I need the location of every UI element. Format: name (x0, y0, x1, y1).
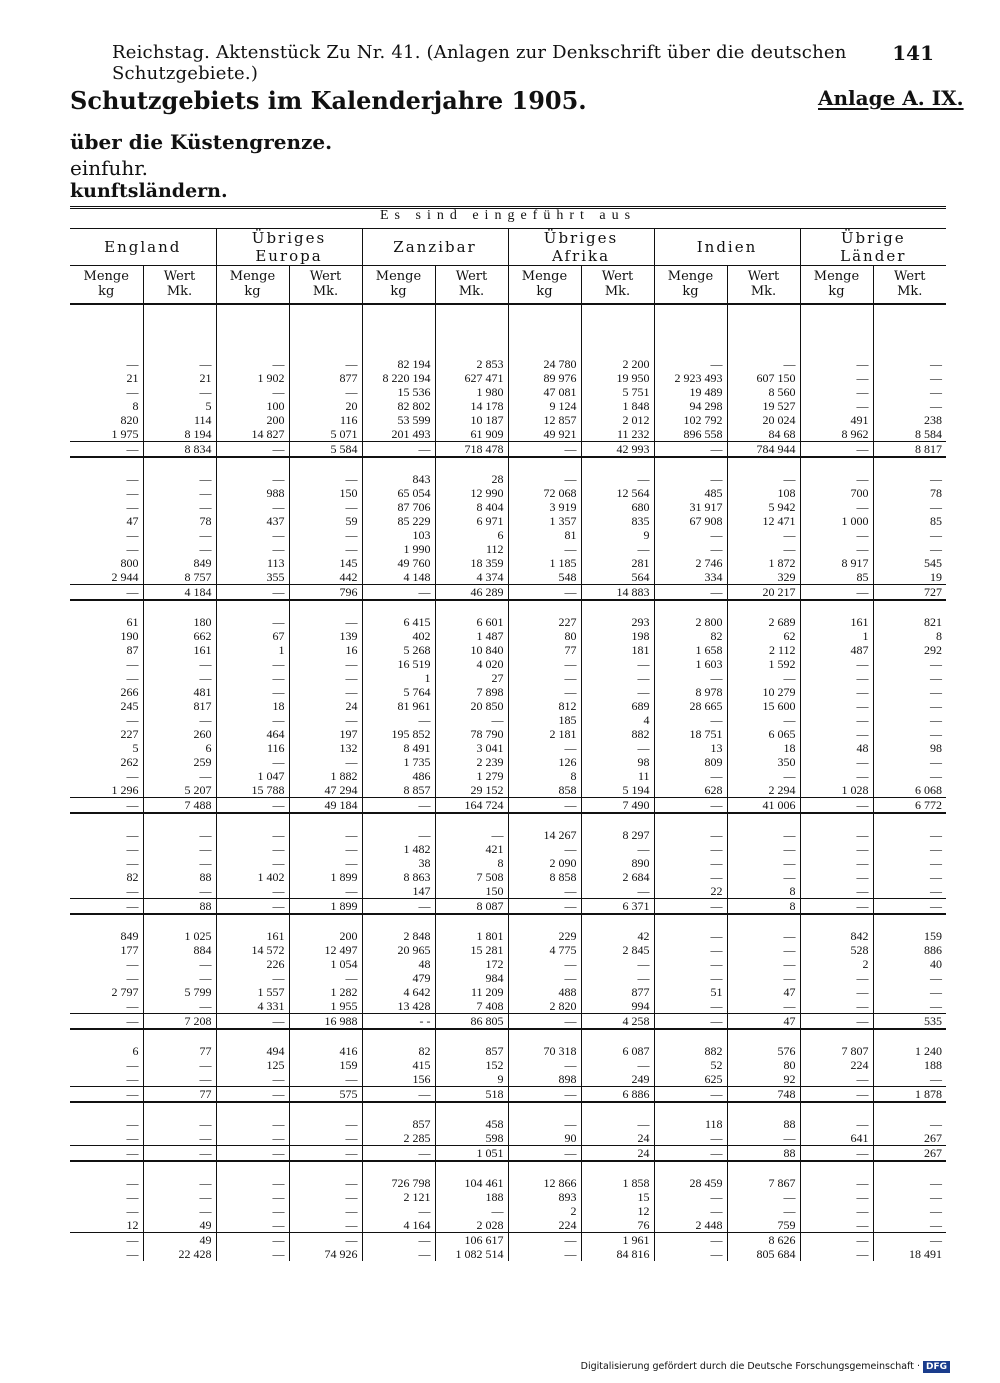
total-cell: — (70, 899, 143, 915)
total-cell: — — (216, 1233, 289, 1262)
table-cell: 118 — (654, 1102, 727, 1146)
table-cell: — 72 068 3 919 1 357 81 — 1 185 548 (508, 457, 581, 585)
country-header: England (70, 229, 216, 266)
total-cell: — (362, 1146, 435, 1162)
table-cell: 576 80 92 (727, 1029, 800, 1087)
table-cell: 42 2 845 — — 877 994 (581, 914, 654, 1014)
subtitle-line-1: über die Küstengrenze. (70, 130, 333, 154)
table-cell: 416 159 — (289, 1029, 362, 1087)
table-cell: — — — 88 — (143, 813, 216, 899)
total-cell: 46 289 (435, 585, 508, 601)
table-cell: — — (289, 1102, 362, 1146)
table-cell: 7 807 224 — (800, 1029, 873, 1087)
table-cell: — — — — (216, 1161, 289, 1233)
table-cell: 159 886 40 — — — (873, 914, 946, 1014)
unit-header: Menge kg (654, 266, 727, 305)
total-cell: — (654, 1014, 727, 1030)
total-cell: 6 371 (581, 899, 654, 915)
total-cell: — (800, 442, 873, 458)
total-cell: 24 (581, 1146, 654, 1162)
total-cell: 7 488 (143, 798, 216, 814)
table-cell: 229 4 775 — — 488 2 820 (508, 914, 581, 1014)
total-cell: — (508, 899, 581, 915)
total-cell: 41 006 (727, 798, 800, 814)
total-row (70, 899, 946, 915)
total-cell: 518 (435, 1087, 508, 1103)
total-cell: 49 184 (289, 798, 362, 814)
total-cell: 4 258 (581, 1014, 654, 1030)
table-cell: — — — 1 899 — (289, 813, 362, 899)
data-row-group (70, 304, 946, 442)
unit-header: Wert Mk. (727, 266, 800, 305)
total-cell: 6 772 (873, 798, 946, 814)
total-cell: 1 051 (435, 1146, 508, 1162)
total-cell: — (70, 1146, 143, 1162)
total-cell: — (362, 1087, 435, 1103)
total-cell: 8 817 (873, 442, 946, 458)
total-cell: — (508, 1014, 581, 1030)
total-cell: — (508, 1087, 581, 1103)
table-cell: — — (216, 1102, 289, 1146)
table-cell: 494 125 — (216, 1029, 289, 1087)
table-cell: — — — — 51 — (654, 914, 727, 1014)
table-cell: — 641 (800, 1102, 873, 1146)
total-cell: — (800, 1146, 873, 1162)
unit-header: Menge kg (800, 266, 873, 305)
table-cell: 28 12 990 8 404 6 971 6 112 18 359 4 374 (435, 457, 508, 585)
total-cell: — (873, 899, 946, 915)
table-cell: 2 848 20 965 48 479 4 642 13 428 (362, 914, 435, 1014)
table-cell: 842 528 2 — — — (800, 914, 873, 1014)
table-cell: 1 858 15 12 76 (581, 1161, 654, 1233)
table-cell: 28 459 — — 2 448 (654, 1161, 727, 1233)
table-cell: — — — — 22 (654, 813, 727, 899)
total-cell: — — (362, 1233, 435, 1262)
table-cell: 14 267 — 2 090 8 858 — (508, 813, 581, 899)
total-cell: — (800, 899, 873, 915)
total-cell: — (508, 585, 581, 601)
table-cell: — 1 902 — 100 200 14 827 (216, 304, 289, 442)
table-cell: 180 662 161 — — 481 817 — 260 6 259 — 5 207 (143, 600, 216, 798)
table-cell: — 877 — 20 116 5 071 (289, 304, 362, 442)
total-cell: 49 22 428 (143, 1233, 216, 1262)
table-cell: 61 190 87 — — 266 245 — 227 5 262 — 1 296 (70, 600, 143, 798)
table-cell: 6 601 1 487 10 840 4 020 27 7 898 20 850 — 78 790 3 041 2 239 1 279 29 152 (435, 600, 508, 798)
total-cell: — (362, 798, 435, 814)
total-row (70, 1233, 946, 1262)
total-cell: — (508, 798, 581, 814)
import-table (70, 206, 946, 1261)
total-cell: — (70, 798, 143, 814)
table-cell: 77 — — (143, 1029, 216, 1087)
total-cell: 748 (727, 1087, 800, 1103)
total-cell: — (654, 442, 727, 458)
total-cell: — (216, 1014, 289, 1030)
unit-header: Wert Mk. (143, 266, 216, 305)
total-cell: 164 724 (435, 798, 508, 814)
total-cell: — — (70, 1233, 143, 1262)
unit-header: Wert Mk. (581, 266, 654, 305)
table-cell: — — — — (800, 1161, 873, 1233)
table-cell: 6 — — (70, 1029, 143, 1087)
total-cell: 88 (143, 899, 216, 915)
total-cell: - - (362, 1014, 435, 1030)
data-row-group (70, 1161, 946, 1233)
table-cell: 161 14 572 226 — 1 557 4 331 (216, 914, 289, 1014)
dfg-logo: DFG (923, 1361, 950, 1373)
total-cell: 42 993 (581, 442, 654, 458)
unit-header-row (70, 266, 946, 305)
total-row (70, 798, 946, 814)
total-cell: 8 (727, 899, 800, 915)
table-cell: 843 65 054 87 706 85 229 103 1 990 49 760 4 148 (362, 457, 435, 585)
total-cell: — (143, 1146, 216, 1162)
total-cell: 1 961 84 816 (581, 1233, 654, 1262)
data-row-group (70, 1029, 946, 1087)
table-banner-row (70, 208, 946, 229)
data-row-group (70, 1102, 946, 1146)
total-cell: — (654, 1087, 727, 1103)
total-cell: — (70, 1087, 143, 1103)
table-cell: — 78 — 85 — — 545 19 (873, 457, 946, 585)
table-cell: — — — — 491 8 962 (800, 304, 873, 442)
country-header: Zanzibar (362, 229, 508, 266)
total-cell: — (216, 798, 289, 814)
total-cell: — (70, 442, 143, 458)
table-cell: — 988 — 437 — — 113 355 (216, 457, 289, 585)
table-cell: — 21 — 5 114 8 194 (143, 304, 216, 442)
unit-header: Menge kg (508, 266, 581, 305)
table-cell: 82 194 8 220 194 15 536 82 802 53 599 201 493 (362, 304, 435, 442)
total-row (70, 1146, 946, 1162)
total-cell: — (362, 899, 435, 915)
total-row (70, 442, 946, 458)
table-cell: — — — 49 (143, 1161, 216, 1233)
total-cell: 7 208 (143, 1014, 216, 1030)
total-cell: — (800, 1087, 873, 1103)
data-row-group (70, 457, 946, 585)
table-cell: — 67 1 — — — 18 — 464 116 — 1 047 15 788 (216, 600, 289, 798)
table-cell: — 108 5 942 12 471 — — 1 872 329 (727, 457, 800, 585)
table-cell: — 485 31 917 67 908 — — 2 746 334 (654, 457, 727, 585)
table-cell: — — — — (873, 1161, 946, 1233)
total-cell: 267 (873, 1146, 946, 1162)
running-title: Reichstag. Aktenstück Zu Nr. 41. (Anlagen zur Denkschrift über die deutschen Schutzgebiete.) (112, 42, 847, 84)
table-cell: — — — — 47 — (727, 914, 800, 1014)
table-cell: — 421 8 7 508 150 (435, 813, 508, 899)
total-cell: 718 478 (435, 442, 508, 458)
table-cell: — — (143, 1102, 216, 1146)
table-cell: — — (70, 1102, 143, 1146)
total-cell: 47 (727, 1014, 800, 1030)
total-cell: — (654, 899, 727, 915)
total-cell: — — (800, 1233, 873, 1262)
table-cell: — — — 78 — — 849 8 757 (143, 457, 216, 585)
total-cell: 575 (289, 1087, 362, 1103)
subtitle-line-2: einfuhr. (70, 156, 148, 180)
table-banner: Es sind eingeführt aus (70, 208, 946, 229)
page-title: Schutzgebiets im Kalenderjahre 1905. (70, 86, 587, 115)
table-cell: 12 866 893 2 224 (508, 1161, 581, 1233)
table-cell: 882 52 625 (654, 1029, 727, 1087)
country-header: Übriges Afrika (508, 229, 654, 266)
unit-header: Menge kg (362, 266, 435, 305)
table-cell: 200 12 497 1 054 — 1 282 1 955 (289, 914, 362, 1014)
table-cell: — — — — (289, 1161, 362, 1233)
total-cell: — (70, 585, 143, 601)
total-cell: 88 (727, 1146, 800, 1162)
total-cell: — 18 491 (873, 1233, 946, 1262)
total-cell: — — (654, 1233, 727, 1262)
table-cell: 104 461 188 — 2 028 (435, 1161, 508, 1233)
country-header: Indien (654, 229, 800, 266)
total-cell: — (216, 1087, 289, 1103)
page-number: 141 (892, 41, 934, 65)
table-cell: 1 801 15 281 172 984 11 209 7 408 (435, 914, 508, 1014)
table-cell: — — — — 8 (727, 813, 800, 899)
total-row (70, 585, 946, 601)
table-cell: — 267 (873, 1102, 946, 1146)
footer-text: Digitalisierung gefördert durch die Deutsche Forschungsgemeinschaft · (580, 1361, 920, 1372)
table-cell: — 139 16 — — — 24 — 197 132 — 1 882 47 294 (289, 600, 362, 798)
total-cell: 16 988 (289, 1014, 362, 1030)
table-cell: — 2 923 493 19 489 94 298 102 792 896 558 (654, 304, 727, 442)
appendix-label: Anlage A. IX. (818, 86, 964, 110)
total-cell: — (800, 585, 873, 601)
table-cell: 24 780 89 976 47 081 9 124 12 857 49 921 (508, 304, 581, 442)
total-cell: — (654, 585, 727, 601)
table-cell: — 12 564 680 835 9 — 281 564 (581, 457, 654, 585)
table-cell: 293 198 181 — — — 689 4 882 — 98 11 5 194 (581, 600, 654, 798)
table-cell: 726 798 2 121 — 4 164 (362, 1161, 435, 1233)
total-cell: — (508, 442, 581, 458)
unit-header: Menge kg (70, 266, 143, 305)
table-cell: — — — — — (800, 813, 873, 899)
data-row-group (70, 914, 946, 1014)
total-cell: 8 834 (143, 442, 216, 458)
total-cell: 784 944 (727, 442, 800, 458)
table-cell: 857 2 285 (362, 1102, 435, 1146)
total-cell: — (800, 798, 873, 814)
total-cell: — (654, 1146, 727, 1162)
table-cell: — 700 — 1 000 — — 8 917 85 (800, 457, 873, 585)
table-cell: 857 152 9 (435, 1029, 508, 1087)
total-cell: — (216, 442, 289, 458)
total-cell: — (654, 798, 727, 814)
total-cell: 5 584 (289, 442, 362, 458)
total-cell: — — (508, 1233, 581, 1262)
table-cell: 849 177 — — 2 797 — (70, 914, 143, 1014)
table-cell: 2 800 82 1 658 1 603 — 8 978 28 665 — 18 751 13 809 — 628 (654, 600, 727, 798)
table-cell: — — — 12 (70, 1161, 143, 1233)
total-cell: 77 (143, 1087, 216, 1103)
total-cell: — (508, 1146, 581, 1162)
total-cell: 8 626 805 684 (727, 1233, 800, 1262)
total-cell: — (362, 585, 435, 601)
data-row-group (70, 600, 946, 798)
table-cell: 227 80 77 — — — 812 185 2 181 — 126 8 858 (508, 600, 581, 798)
table-cell: 70 318 — 898 (508, 1029, 581, 1087)
running-header (112, 38, 934, 84)
country-header: Übrige Länder (800, 229, 946, 266)
table-cell: — 21 — 8 820 1 975 (70, 304, 143, 442)
table-cell: 2 689 62 2 112 1 592 — 10 279 15 600 — 6 065 18 350 — 2 294 (727, 600, 800, 798)
table-cell: 458 598 (435, 1102, 508, 1146)
table-cell: — 24 (581, 1102, 654, 1146)
table-cell: 821 8 292 — — — — — — 98 — — 6 068 (873, 600, 946, 798)
table-cell: 82 415 156 (362, 1029, 435, 1087)
data-row-group (70, 813, 946, 899)
total-cell: 1 899 (289, 899, 362, 915)
total-cell: — 74 926 (289, 1233, 362, 1262)
total-cell: — (216, 899, 289, 915)
total-cell: 727 (873, 585, 946, 601)
table-cell: — 90 (508, 1102, 581, 1146)
table-cell: 6 415 402 5 268 16 519 1 5 764 81 961 — 195 852 8 491 1 735 486 8 857 (362, 600, 435, 798)
country-header-row (70, 229, 946, 266)
table-cell: — — — — — (873, 813, 946, 899)
total-cell: 106 617 1 082 514 (435, 1233, 508, 1262)
table-cell: — — — 47 — — 800 2 944 (70, 457, 143, 585)
table-cell: — — — — 238 8 584 (873, 304, 946, 442)
table-cell: 6 087 — 249 (581, 1029, 654, 1087)
table-cell: 88 — (727, 1102, 800, 1146)
total-cell: 796 (289, 585, 362, 601)
total-row (70, 1087, 946, 1103)
total-cell: 8 087 (435, 899, 508, 915)
table-cell: 2 200 19 950 5 751 1 848 2 012 11 232 (581, 304, 654, 442)
total-cell: 4 184 (143, 585, 216, 601)
table-cell: 8 297 — 890 2 684 — (581, 813, 654, 899)
table-body (70, 304, 946, 1261)
table-cell: 161 1 487 — — — — — — 48 — — 1 028 (800, 600, 873, 798)
table-cell: — 150 — 59 — — 145 442 (289, 457, 362, 585)
unit-header: Menge kg (216, 266, 289, 305)
total-row (70, 1014, 946, 1030)
total-cell: 14 883 (581, 585, 654, 601)
unit-header: Wert Mk. (289, 266, 362, 305)
table-cell: — — — 82 — (70, 813, 143, 899)
total-cell: — (289, 1146, 362, 1162)
table-cell: — — — 1 402 — (216, 813, 289, 899)
subtitle-line-3: kunftsländern. (70, 180, 228, 202)
total-cell: — (70, 1014, 143, 1030)
table-cell: 1 240 188 — (873, 1029, 946, 1087)
total-cell: 535 (873, 1014, 946, 1030)
total-cell: 20 217 (727, 585, 800, 601)
total-cell: 86 805 (435, 1014, 508, 1030)
footer-credit (581, 1361, 950, 1373)
total-cell: — (800, 1014, 873, 1030)
total-cell: 7 490 (581, 798, 654, 814)
table-cell: — 1 482 38 8 863 147 (362, 813, 435, 899)
country-header: Übriges Europa (216, 229, 362, 266)
total-cell: 1 878 (873, 1087, 946, 1103)
table-cell: 1 025 884 — — 5 799 — (143, 914, 216, 1014)
table-cell: 2 853 627 471 1 980 14 178 10 187 61 909 (435, 304, 508, 442)
total-cell: — (216, 1146, 289, 1162)
total-cell: — (216, 585, 289, 601)
table-cell: — 607 150 8 560 19 527 20 024 84 68 (727, 304, 800, 442)
total-cell: — (362, 442, 435, 458)
unit-header: Wert Mk. (435, 266, 508, 305)
unit-header: Wert Mk. (873, 266, 946, 305)
table-cell: 7 867 — — 759 (727, 1161, 800, 1233)
total-cell: 6 886 (581, 1087, 654, 1103)
